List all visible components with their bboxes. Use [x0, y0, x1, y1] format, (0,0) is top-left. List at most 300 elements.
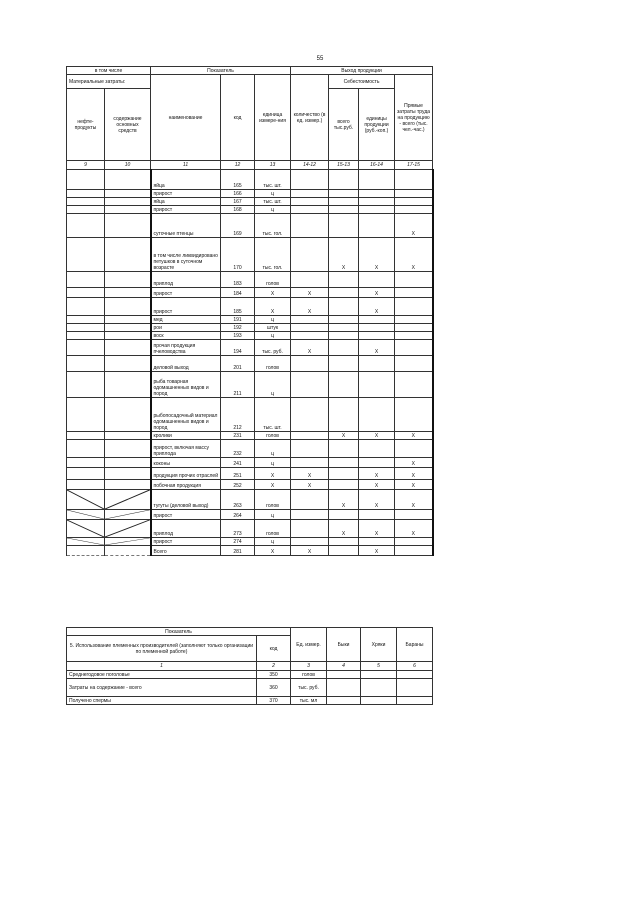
nefte-cell	[67, 510, 105, 520]
row-vsego	[329, 340, 359, 356]
row-code: 194	[221, 340, 255, 356]
row-kolichestvo	[291, 316, 329, 324]
row-edinicy	[359, 510, 395, 520]
t2-barany-cell	[397, 697, 433, 705]
table-row	[67, 206, 433, 214]
nefte-cell	[67, 272, 105, 288]
row-kolichestvo	[291, 510, 329, 520]
row-edinicy	[359, 190, 395, 198]
row-pryamye	[395, 440, 433, 458]
row-edinicy: X	[359, 546, 395, 556]
soderzhanie-cell	[105, 324, 151, 332]
t2-hryaki-cell	[361, 679, 397, 697]
row-edinicy	[359, 272, 395, 288]
soderzhanie-cell	[105, 332, 151, 340]
row-pryamye	[395, 170, 433, 190]
row-name: мед	[151, 316, 221, 324]
row-pryamye: X	[395, 214, 433, 238]
row-kolichestvo	[291, 206, 329, 214]
row-kolichestvo: X	[291, 546, 329, 556]
header-material-zatraty: Материальные затраты:	[67, 75, 151, 89]
row-unit: X	[255, 468, 291, 480]
row-code: 192	[221, 324, 255, 332]
col-number: 4	[327, 662, 361, 671]
t2-byki-cell	[327, 671, 361, 679]
row-code: 170	[221, 238, 255, 272]
row-name: прирост	[151, 538, 221, 546]
cross-out-mark	[105, 520, 150, 537]
cross-out-mark	[67, 520, 104, 537]
soderzhanie-cell	[105, 546, 151, 556]
table-row	[67, 272, 433, 288]
row-pryamye	[395, 332, 433, 340]
col-number: 15-13	[329, 161, 359, 170]
row-name: побочная продукция	[151, 480, 221, 490]
table-row	[67, 324, 433, 332]
row-edinicy: X	[359, 288, 395, 298]
row-vsego	[329, 398, 359, 432]
col-number: 14-12	[291, 161, 329, 170]
row-unit: тыс. шт.	[255, 398, 291, 432]
row-vsego: X	[329, 490, 359, 510]
row-edinicy: X	[359, 298, 395, 316]
row-unit: ц	[255, 316, 291, 324]
t2-row-name: Среднегодовое поголовье	[67, 671, 257, 679]
row-vsego	[329, 546, 359, 556]
row-edinicy	[359, 538, 395, 546]
col-number: 10	[105, 161, 151, 170]
soderzhanie-cell	[105, 272, 151, 288]
nefte-cell	[67, 372, 105, 398]
row-unit: ц	[255, 190, 291, 198]
row-code: 252	[221, 480, 255, 490]
table-row	[67, 288, 433, 298]
table-row	[67, 398, 433, 432]
soderzhanie-cell	[105, 468, 151, 480]
nefte-cell	[67, 440, 105, 458]
row-kolichestvo	[291, 170, 329, 190]
row-pryamye	[395, 372, 433, 398]
row-code: 211	[221, 372, 255, 398]
row-code: 166	[221, 190, 255, 198]
table-row	[67, 298, 433, 316]
header-vyhod: Выход продукции	[291, 67, 433, 75]
table-row	[67, 538, 433, 546]
row-edinicy	[359, 372, 395, 398]
soderzhanie-cell	[105, 458, 151, 468]
row-vsego	[329, 298, 359, 316]
row-pryamye	[395, 316, 433, 324]
row-unit: голов	[255, 490, 291, 510]
row-pryamye: X	[395, 432, 433, 440]
table-row	[67, 372, 433, 398]
soderzhanie-cell	[105, 238, 151, 272]
row-code: 281	[221, 546, 255, 556]
cross-out-mark	[67, 510, 104, 519]
nefte-cell	[67, 206, 105, 214]
row-code: 201	[221, 356, 255, 372]
t2-header-pokazatel: Показатель	[67, 628, 291, 636]
col-number: 17-15	[395, 161, 433, 170]
table-row	[67, 190, 433, 198]
row-unit: ц	[255, 332, 291, 340]
row-unit: ц	[255, 458, 291, 468]
row-pryamye	[395, 206, 433, 214]
row-vsego	[329, 170, 359, 190]
row-unit: ц	[255, 440, 291, 458]
row-name: прирост	[151, 510, 221, 520]
col-number: 5	[361, 662, 397, 671]
row-unit: ц	[255, 538, 291, 546]
soderzhanie-cell	[105, 190, 151, 198]
row-edinicy	[359, 332, 395, 340]
table-row	[67, 356, 433, 372]
row-edinicy	[359, 206, 395, 214]
header-edinica: единица измере-ния	[255, 75, 291, 161]
row-kolichestvo: X	[291, 298, 329, 316]
t2-row-unit: тыс. руб.	[291, 679, 327, 697]
t2-hryaki-cell	[361, 697, 397, 705]
table-row	[67, 490, 433, 510]
row-code: 193	[221, 332, 255, 340]
col-number: 3	[291, 662, 327, 671]
row-vsego	[329, 316, 359, 324]
row-unit: тыс. шт.	[255, 198, 291, 206]
row-edinicy: X	[359, 490, 395, 510]
row-name: в том числе ликвидировано петушков в суточном возрасте	[151, 238, 221, 272]
row-code: 165	[221, 170, 255, 190]
row-code: 231	[221, 432, 255, 440]
row-vsego	[329, 356, 359, 372]
cross-out-mark	[67, 490, 104, 509]
row-pryamye	[395, 272, 433, 288]
production-output-table	[66, 66, 434, 556]
row-kolichestvo	[291, 238, 329, 272]
table-row	[67, 316, 433, 324]
soderzhanie-cell	[105, 288, 151, 298]
row-edinicy: X	[359, 480, 395, 490]
soderzhanie-cell	[105, 316, 151, 324]
table-row	[67, 468, 433, 480]
row-unit: голов	[255, 272, 291, 288]
t2-header-byki: Быки	[327, 628, 361, 662]
row-code: 169	[221, 214, 255, 238]
soderzhanie-cell	[105, 170, 151, 190]
col-number: 1	[67, 662, 257, 671]
nefte-cell	[67, 238, 105, 272]
row-vsego: X	[329, 520, 359, 538]
soderzhanie-cell	[105, 398, 151, 432]
row-unit: ц	[255, 372, 291, 398]
nefte-cell	[67, 546, 105, 556]
table-row	[67, 340, 433, 356]
nefte-cell	[67, 170, 105, 190]
row-vsego	[329, 206, 359, 214]
t2-barany-cell	[397, 671, 433, 679]
soderzhanie-cell	[105, 372, 151, 398]
row-name: воск	[151, 332, 221, 340]
row-edinicy	[359, 324, 395, 332]
row-name: прирост	[151, 288, 221, 298]
table-row	[67, 214, 433, 238]
row-vsego	[329, 510, 359, 520]
row-kolichestvo	[291, 190, 329, 198]
table-row	[67, 332, 433, 340]
row-kolichestvo	[291, 440, 329, 458]
row-code: 263	[221, 490, 255, 510]
col-number: 11	[151, 161, 221, 170]
row-code: 183	[221, 272, 255, 288]
row-name: продукция прочих отраслей	[151, 468, 221, 480]
row-name: приплод	[151, 520, 221, 538]
row-edinicy	[359, 214, 395, 238]
row-unit: X	[255, 298, 291, 316]
header-kolichestvo: количество (в ед. измер.)	[291, 75, 329, 161]
row-kolichestvo: X	[291, 288, 329, 298]
row-name: рыба товарная одомашненных видов и пород	[151, 372, 221, 398]
row-vsego	[329, 468, 359, 480]
row-code: 167	[221, 198, 255, 206]
nefte-cell	[67, 520, 105, 538]
row-code: 264	[221, 510, 255, 520]
col-number: 6	[397, 662, 433, 671]
row-kolichestvo	[291, 356, 329, 372]
col-number: 16-14	[359, 161, 395, 170]
t2-row-name: Затраты на содержание - всего	[67, 679, 257, 697]
row-pryamye	[395, 198, 433, 206]
row-unit: тыс. гол.	[255, 214, 291, 238]
row-pryamye	[395, 190, 433, 198]
row-name: суточные птенцы	[151, 214, 221, 238]
soderzhanie-cell	[105, 510, 151, 520]
row-edinicy	[359, 356, 395, 372]
nefte-cell	[67, 214, 105, 238]
nefte-cell	[67, 538, 105, 546]
row-kolichestvo	[291, 372, 329, 398]
row-pryamye	[395, 340, 433, 356]
nefte-cell	[67, 480, 105, 490]
header-pryamye: Прямые затраты труда на продукцию - всего (тыс. чел.-час.)	[395, 75, 433, 161]
row-name: яйца	[151, 170, 221, 190]
row-edinicy: X	[359, 520, 395, 538]
row-pryamye: X	[395, 520, 433, 538]
col-number: 2	[257, 662, 291, 671]
row-edinicy	[359, 398, 395, 432]
row-edinicy: X	[359, 468, 395, 480]
table-row	[67, 458, 433, 468]
row-unit: X	[255, 288, 291, 298]
cross-out-mark	[105, 510, 150, 519]
t2-barany-cell	[397, 679, 433, 697]
row-name: прирост	[151, 190, 221, 198]
row-vsego: X	[329, 238, 359, 272]
header-soderzhanie: содержание основных средств	[105, 89, 151, 161]
soderzhanie-cell	[105, 206, 151, 214]
row-name: кролики	[151, 432, 221, 440]
row-unit: X	[255, 480, 291, 490]
row-pryamye	[395, 510, 433, 520]
nefte-cell	[67, 356, 105, 372]
row-pryamye	[395, 324, 433, 332]
t2-row-code: 360	[257, 679, 291, 697]
row-unit: голов	[255, 432, 291, 440]
row-unit: штук	[255, 324, 291, 332]
row-unit: тыс. шт.	[255, 170, 291, 190]
t2-header-ed-izmer: Ед. измер.	[291, 628, 327, 662]
row-edinicy: X	[359, 340, 395, 356]
row-name: прирост, включая массу приплода	[151, 440, 221, 458]
row-unit: тыс. руб.	[255, 340, 291, 356]
nefte-cell	[67, 316, 105, 324]
t2-hryaki-cell	[361, 671, 397, 679]
soderzhanie-cell	[105, 432, 151, 440]
row-vsego	[329, 288, 359, 298]
row-code: 191	[221, 316, 255, 324]
soderzhanie-cell	[105, 214, 151, 238]
table-row	[67, 432, 433, 440]
header-v-tom-chisle: в том числе	[67, 67, 151, 75]
row-pryamye: X	[395, 468, 433, 480]
row-pryamye: X	[395, 490, 433, 510]
row-pryamye	[395, 298, 433, 316]
row-name: прочая продукция пчеловодства	[151, 340, 221, 356]
table-row	[67, 520, 433, 538]
row-kolichestvo	[291, 538, 329, 546]
t2-section-title: 5. Использование племенных производителей (заполняют только организации по племенной работе)	[67, 636, 257, 662]
soderzhanie-cell	[105, 440, 151, 458]
row-vsego	[329, 538, 359, 546]
nefte-cell	[67, 198, 105, 206]
row-name: Всего	[151, 546, 221, 556]
nefte-cell	[67, 332, 105, 340]
t2-row-unit: тыс. мл	[291, 697, 327, 705]
row-edinicy	[359, 198, 395, 206]
row-pryamye	[395, 538, 433, 546]
row-unit: голов	[255, 356, 291, 372]
soderzhanie-cell	[105, 340, 151, 356]
row-vsego	[329, 332, 359, 340]
table-row	[67, 238, 433, 272]
row-name: деловой выход	[151, 356, 221, 372]
nefte-cell	[67, 432, 105, 440]
row-kolichestvo	[291, 520, 329, 538]
row-pryamye	[395, 356, 433, 372]
row-kolichestvo	[291, 398, 329, 432]
row-edinicy: X	[359, 238, 395, 272]
row-vsego: X	[329, 432, 359, 440]
nefte-cell	[67, 458, 105, 468]
col-number: 13	[255, 161, 291, 170]
row-pryamye: X	[395, 480, 433, 490]
row-kolichestvo	[291, 432, 329, 440]
row-name: прирост	[151, 206, 221, 214]
t2-header-kod: код	[257, 636, 291, 662]
row-unit: ц	[255, 510, 291, 520]
row-vsego	[329, 440, 359, 458]
row-kolichestvo	[291, 324, 329, 332]
t2-byki-cell	[327, 679, 361, 697]
nefte-cell	[67, 468, 105, 480]
row-vsego	[329, 324, 359, 332]
row-code: 251	[221, 468, 255, 480]
breeding-producers-table	[66, 627, 433, 705]
table-row	[67, 679, 433, 697]
table-row	[67, 170, 433, 190]
row-name: яйца	[151, 198, 221, 206]
row-name: коконы	[151, 458, 221, 468]
table-row	[67, 546, 433, 556]
table-row	[67, 440, 433, 458]
nefte-cell	[67, 340, 105, 356]
row-pryamye: X	[395, 458, 433, 468]
row-kolichestvo	[291, 214, 329, 238]
row-edinicy	[359, 458, 395, 468]
table-row	[67, 198, 433, 206]
row-kolichestvo	[291, 272, 329, 288]
table-row	[67, 510, 433, 520]
row-vsego	[329, 272, 359, 288]
row-kolichestvo: X	[291, 468, 329, 480]
row-pryamye	[395, 398, 433, 432]
row-kolichestvo	[291, 332, 329, 340]
header-pokazatel: Показатель	[151, 67, 291, 75]
row-code: 274	[221, 538, 255, 546]
header-sebestoimost: Себестоимость	[329, 75, 395, 89]
nefte-cell	[67, 190, 105, 198]
header-vsego: всего тыс.руб.	[329, 89, 359, 161]
row-name: приплод	[151, 272, 221, 288]
row-code: 241	[221, 458, 255, 468]
row-kolichestvo	[291, 458, 329, 468]
cross-out-mark	[105, 538, 150, 545]
row-vsego	[329, 214, 359, 238]
row-unit: X	[255, 546, 291, 556]
row-code: 168	[221, 206, 255, 214]
row-code: 273	[221, 520, 255, 538]
soderzhanie-cell	[105, 198, 151, 206]
row-code: 185	[221, 298, 255, 316]
t2-row-code: 370	[257, 697, 291, 705]
row-code: 184	[221, 288, 255, 298]
row-edinicy: X	[359, 432, 395, 440]
row-kolichestvo	[291, 198, 329, 206]
soderzhanie-cell	[105, 480, 151, 490]
row-vsego	[329, 372, 359, 398]
row-edinicy	[359, 440, 395, 458]
soderzhanie-cell	[105, 538, 151, 546]
t2-header-hryaki: Хряки	[361, 628, 397, 662]
row-vsego	[329, 458, 359, 468]
soderzhanie-cell	[105, 356, 151, 372]
row-pryamye	[395, 546, 433, 556]
t2-row-code: 350	[257, 671, 291, 679]
nefte-cell	[67, 490, 105, 510]
row-edinicy	[359, 170, 395, 190]
row-pryamye: X	[395, 238, 433, 272]
table-row	[67, 697, 433, 705]
t2-header-barany: Бараны	[397, 628, 433, 662]
soderzhanie-cell	[105, 490, 151, 510]
nefte-cell	[67, 324, 105, 332]
soderzhanie-cell	[105, 298, 151, 316]
header-edinicy-prod: единицы продукции (руб.-коп.)	[359, 89, 395, 161]
cross-out-mark	[67, 538, 104, 545]
row-kolichestvo	[291, 490, 329, 510]
row-kolichestvo: X	[291, 340, 329, 356]
header-nefte: нефте-продукты	[67, 89, 105, 161]
row-code: 232	[221, 440, 255, 458]
t2-byki-cell	[327, 697, 361, 705]
